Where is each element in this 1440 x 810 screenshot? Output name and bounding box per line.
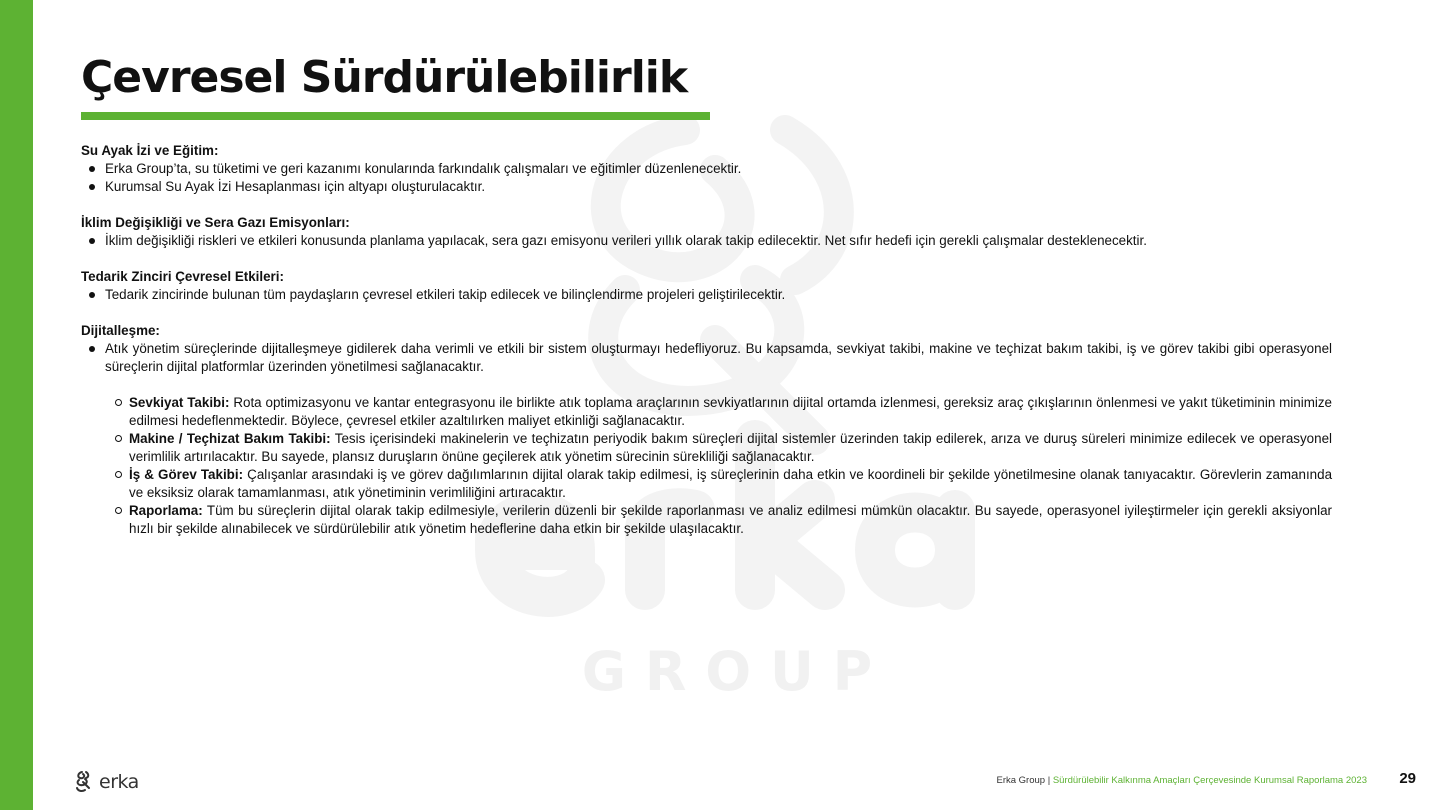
sub-list-item-shipment-tracking [129, 394, 1332, 430]
sub-item-term: Makine / Teçhizat Bakım Takibi: [129, 431, 331, 446]
section-heading: İklim Değişikliği ve Sera Gazı Emisyonları: [81, 215, 350, 230]
sub-item-text: Çalışanlar arasındaki iş ve görev dağılımlarının dijital olarak takip edilmesi, iş süreçlerinin daha etkin ve koordineli bir şekilde yönetilmesine olanak tanıyacaktır. Görevlerin zamanında ve eksiksiz olarak tamamlanması, atık yönetiminin verimliliğini artıracaktır. [129, 467, 1333, 500]
sub-list-item-task-tracking [129, 466, 1332, 502]
footer-separator: | [1045, 775, 1053, 786]
list-item: Tedarik zincirinde bulunan tüm paydaşların çevresel etkileri takip edilecek ve bilinçlendirme projeleri geliştirilecektir. [105, 286, 1332, 304]
sub-item-term: İş & Görev Takibi: [129, 467, 244, 482]
section-climate-change [81, 214, 1332, 250]
footer-company: Erka Group [996, 775, 1046, 786]
list-item-text: Atık yönetim süreçlerinde dijitalleşmeye gidilerek daha verimli ve etkili bir sistem oluşturmayı hedefliyoruz. Bu kapsamda, sevkiyat takibi, makine ve teçhizat bakım takibi, iş ve görev takibi gibi operasyonel süreçlerin dijital platformlar üzerinden yönetilmesi sağlanacaktır. [105, 341, 1332, 374]
title-underline [81, 112, 710, 120]
section-heading: Dijitalleşme: [81, 323, 160, 338]
section-heading: Su Ayak İzi ve Eğitim: [81, 143, 219, 158]
section-digitalization [81, 322, 1332, 538]
sub-item-text: Rota optimizasyonu ve kantar entegrasyonu ile birlikte atık toplama araçlarının sevkiyatlarının dijital ortamda izlenmesi, gereksiz araç çıkışlarının önlenmesi ve yakıt tüketiminin minimize edilmesi hedeflenmektedir. Böylece, çevresel etkiler azaltılırken maliyet etkinliği sağlanacaktır. [129, 395, 1332, 428]
content-body [81, 142, 1332, 556]
section-supply-chain [81, 268, 1332, 304]
page-title: Çevresel Sürdürülebilirlik [81, 52, 688, 103]
footer-text [996, 775, 1367, 786]
sub-item-term: Raporlama: [129, 503, 203, 518]
sub-item-text: Tesis içerisindeki makinelerin ve teçhizatın periyodik bakım süreçleri dijital sistemler üzerinden takip edilerek, arıza ve duruş süreleri minimize edilecek ve operasyonel verimlilik artırılacaktır. Bu sayede, plansız duruşların önüne geçilerek atık yönetim sürecinin sürekliliği sağlanacaktır. [129, 431, 1332, 464]
bullet-list [81, 286, 1332, 304]
erka-logo-icon [72, 770, 96, 794]
sub-list-item-reporting [129, 502, 1332, 538]
list-item: Erka Group’ta, su tüketimi ve geri kazanımı konularında farkındalık çalışmaları ve eğitimler düzenlenecektir. [105, 160, 1332, 178]
page-number: 29 [1399, 770, 1416, 787]
bullet-list [81, 232, 1332, 250]
watermark-group-text: G R O U P [581, 640, 873, 703]
list-item: İklim değişikliği riskleri ve etkileri konusunda planlama yapılacak, sera gazı emisyonu verileri yıllık olarak takip edilecektir. Net sıfır hedefi için gerekli çalışmalar desteklenecektir. [105, 232, 1332, 250]
erka-logo [72, 769, 139, 795]
sub-list-item-maintenance-tracking [129, 430, 1332, 466]
sub-bullet-list [105, 394, 1332, 538]
bullet-list [81, 160, 1332, 196]
section-heading: Tedarik Zinciri Çevresel Etkileri: [81, 269, 284, 284]
side-accent-bar [0, 0, 33, 810]
bullet-list [81, 340, 1332, 538]
sub-item-term: Sevkiyat Takibi: [129, 395, 230, 410]
list-item [105, 340, 1332, 538]
sub-item-text: Tüm bu süreçlerin dijital olarak takip edilmesiyle, verilerin düzenli bir şekilde raporlanması ve analiz edilmesi mümkün olacaktır. Bu sayede, operasyonel iyileştirmeler için gerekli aksiyonlar hızlı bir şekilde alınabilecek ve sürdürülebilir atık yönetim hedeflerine daha etkin bir şekilde ulaşılacaktır. [129, 503, 1332, 536]
logo-text: erka [99, 771, 139, 793]
section-water-footprint [81, 142, 1332, 196]
footer-report-title: Sürdürülebilir Kalkınma Amaçları Çerçevesinde Kurumsal Raporlama 2023 [1052, 775, 1367, 786]
list-item: Kurumsal Su Ayak İzi Hesaplanması için altyapı oluşturulacaktır. [105, 178, 1332, 196]
